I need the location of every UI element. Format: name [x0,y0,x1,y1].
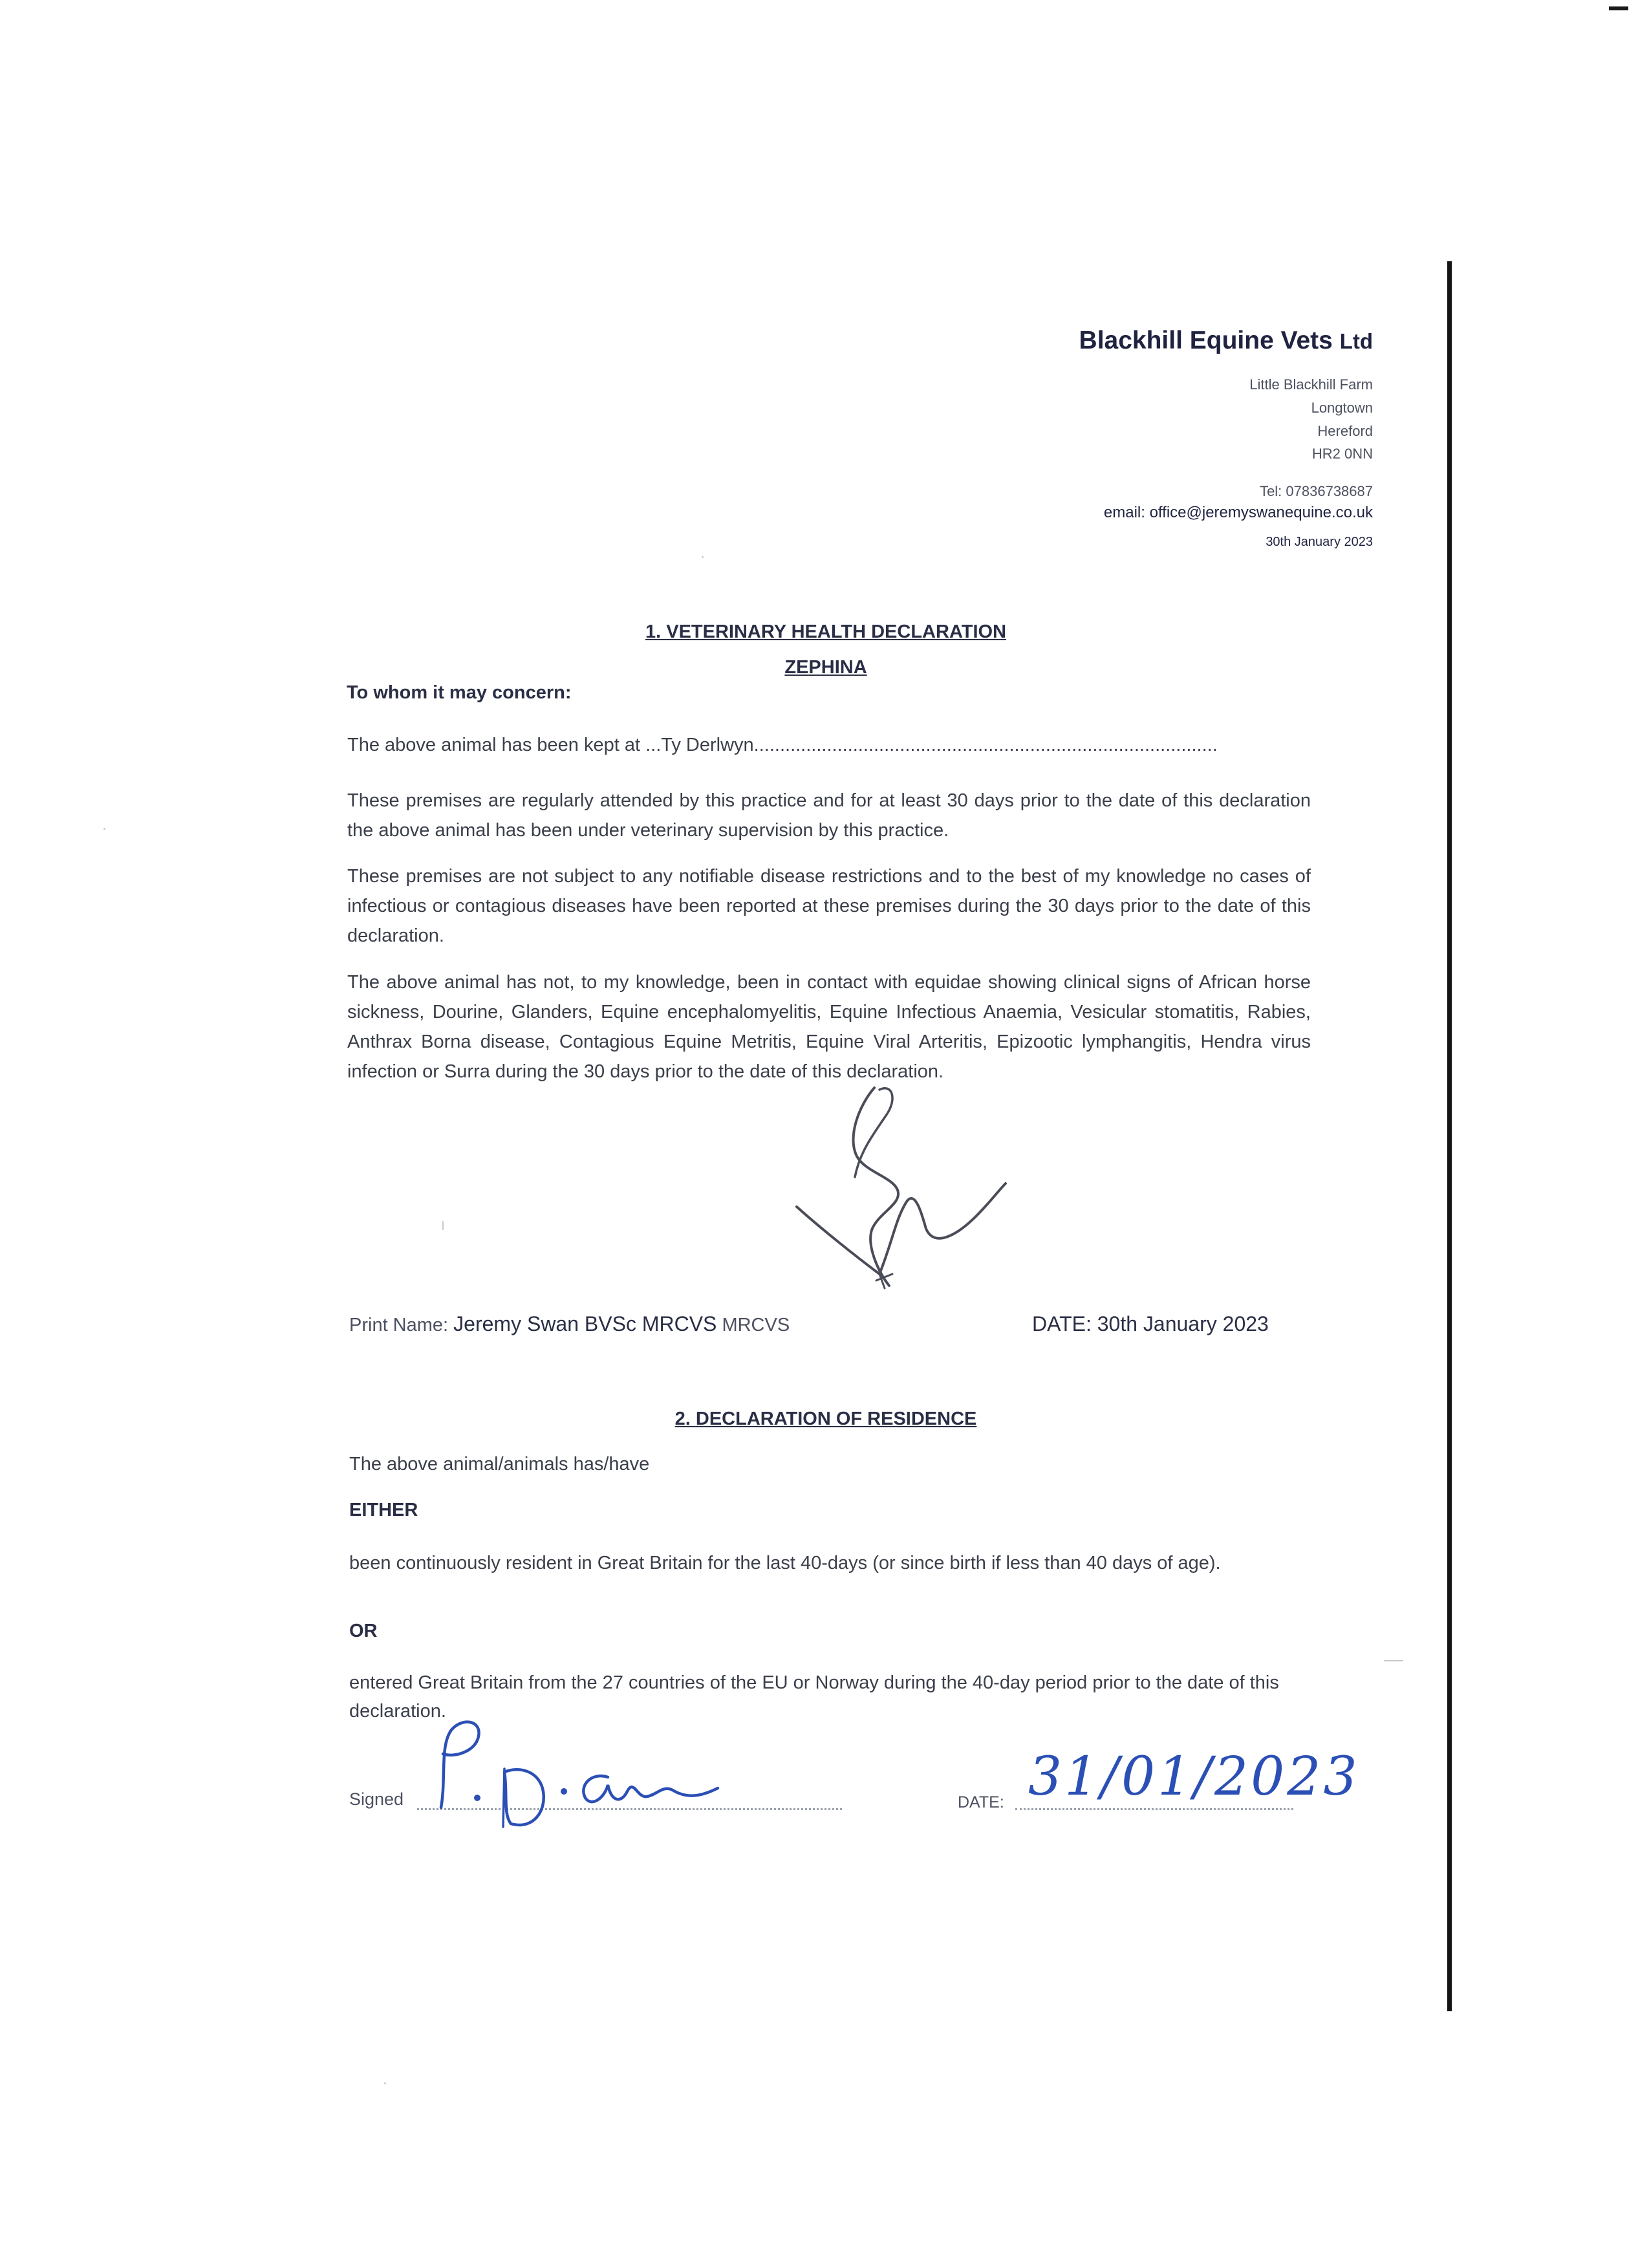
print-name-value: Jeremy Swan BVSc MRCVS [453,1312,717,1335]
or-label: OR [349,1621,378,1641]
animal-name: ZEPHINA [784,657,867,678]
scan-speck [384,2082,386,2084]
declaration-date: DATE: 30th January 2023 [1032,1312,1269,1335]
scan-speck [442,1221,444,1230]
scan-edge-bar [1447,261,1452,2011]
address-line: Little Blackhill Farm [1249,376,1373,393]
date-label: DATE: [958,1793,1004,1811]
handwritten-date: 31/01/2023 [1028,1746,1360,1808]
scan-speck [702,556,704,558]
scan-mark [1609,6,1628,10]
company-name-text: Blackhill Equine Vets [1079,327,1333,354]
paragraph-supervision: These premises are regularly attended by this practice and for at least 30 days prior to the date of this declaration the above animal has been under veterinary supervision by this practice. [347,790,1311,841]
paragraph-diseases: The above animal has not, to my knowledge, been in contact with equidae showing clinical signs of African horse sickness, Dourine, Glanders, Equine encephalomyelitis, Equine Infectious Anaemia, Vesicular stomatitis, Rabies, Anthrax Borna disease, Contagious Equine Metritis, Equine Viral Arteritis, Epizootic lymphangitis, Hendra virus infection or Surra during the 30 days prior to the date of this declaration. [347,972,1311,1082]
owner-signature [414,1701,737,1830]
scan-speck [103,828,105,830]
residence-option-2: entered Great Britain from the 27 countries of the EU or Norway during the 40-day period prior to the date of this declaration. [349,1672,1279,1722]
email: email: office@jeremyswanequine.co.uk [1103,504,1373,521]
scan-speck [1384,1660,1403,1661]
salutation: To whom it may concern: [347,682,572,703]
either-label: EITHER [349,1500,418,1520]
address-line: Longtown [1311,400,1373,416]
print-name-label: Print Name: [349,1315,454,1335]
kept-at-line: The above animal has been kept at ...Ty Derlwyn......................................................................................... [347,735,1218,755]
address-line: Hereford [1317,423,1373,439]
residence-option-1: been continuously resident in Great Britain for the last 40-days (or since birth if less than 40 days of age). [349,1553,1221,1573]
telephone: Tel: 07836738687 [1260,483,1373,499]
print-name-suffix: MRCVS [717,1315,790,1335]
print-name-line [349,1312,790,1336]
paragraph-restrictions: These premises are not subject to any notifiable disease restrictions and to the best of my knowledge no cases of infectious or contagious diseases have been reported at these premises during the 30 days prior to the date of this declaration. [347,866,1311,946]
vet-signature [782,1080,1015,1293]
company-name [1079,327,1373,355]
signed-label: Signed [349,1789,404,1809]
section1-title: 1. VETERINARY HEALTH DECLARATION [645,621,1007,642]
residence-intro: The above animal/animals has/have [349,1454,650,1474]
letter-date: 30th January 2023 [1266,535,1373,549]
company-suffix: Ltd [1339,329,1373,353]
address-postcode: HR2 0NN [1311,446,1373,462]
section2-title: 2. DECLARATION OF RESIDENCE [674,1409,977,1429]
